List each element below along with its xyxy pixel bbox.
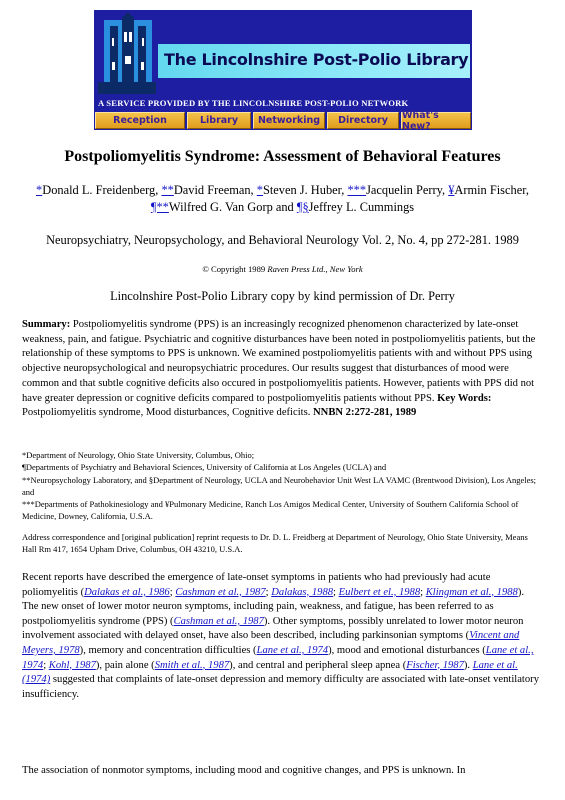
body-text: suggested that complaints of late-onset depression and memory difficulty are associated with late-onset ventilatory insufficiency.: [22, 674, 539, 700]
affiliation-line: ¶Departments of Psychiatry and Behavioral Sciences, University of California at Los Angeles (UCLA) and: [22, 462, 387, 473]
site-banner: [94, 10, 472, 130]
body-text: ). Other symptoms, possibly unrelated to lower motor neuron involvement associated with delayed onset, have also been described, including parkinsonian symptoms (: [22, 615, 524, 642]
reference-link[interactable]: Eulbert et el., 1988: [338, 586, 421, 598]
cathedral-logo-icon: [96, 12, 158, 96]
body-paragraph-2: The association of nonmotor symptoms, including mood and cognitive changes, and PPS is unknown. In: [22, 765, 466, 776]
reference-link[interactable]: Lane et al. (1974): [22, 659, 518, 686]
reference-link[interactable]: Vincent and Meyers, 1978: [22, 630, 520, 656]
nav-directory-button[interactable]: Directory: [327, 112, 399, 129]
body-text: ), and central and peripheral sleep apnea (: [229, 659, 407, 671]
nav-library-button[interactable]: Library: [187, 112, 251, 129]
nav-reception-button[interactable]: Reception: [95, 112, 185, 129]
nav-whats-new-button[interactable]: What's New?: [401, 112, 471, 129]
reference-link[interactable]: Dalakas et al., 1986: [84, 586, 170, 598]
body-text: ;: [169, 586, 176, 598]
author-name: Steven J. Huber,: [262, 183, 348, 197]
journal-citation: Neuropsychiatry, Neuropsychology, and Behavioral Neurology Vol. 2, No. 4, pp 272-281. 1989: [46, 233, 519, 247]
reference-link[interactable]: Smith et al., 1987: [154, 659, 230, 671]
nnbn-reference: NNBN 2:272-281, 1989: [313, 407, 417, 419]
body-text: ;: [420, 586, 426, 598]
reference-link[interactable]: Cashman et al., 1987: [175, 586, 266, 598]
reference-link[interactable]: Lane et al., 1974: [256, 644, 329, 656]
affiliation-line: *Department of Neurology, Ohio State University, Columbus, Ohio;: [22, 450, 255, 460]
banner-subtitle: A SERVICE PROVIDED BY THE LINCOLNSHIRE POST-POLIO NETWORK: [98, 98, 409, 108]
banner-title: The Lincolnshire Post-Polio Library: [164, 50, 469, 69]
publisher-name: Raven Press Ltd., New York: [267, 264, 363, 274]
summary-label: Summary:: [22, 319, 71, 330]
author-footnote-link[interactable]: *: [36, 183, 43, 197]
copyright-text: © Copyright 1989: [202, 264, 268, 274]
reference-link[interactable]: Klingman et al., 1988: [425, 586, 518, 598]
affiliations: [22, 449, 542, 523]
author-name: Jeffrey L. Cummings: [308, 200, 415, 214]
reference-link[interactable]: Cashman et al., 1987: [173, 615, 264, 627]
body-text: (: [80, 586, 85, 598]
correspondence-address: Address correspondence and [original publication] reprint requests to Dr. D. L. Freidberg at Department of Neurology, Ohio State University, Means Hall Rm 417, 1654 Upham Drive, Columbus, OH 43210, U.S.A.: [22, 532, 528, 555]
reference-link[interactable]: Lane et al., 1974: [22, 644, 534, 671]
author-footnote-link[interactable]: ***: [347, 183, 367, 197]
body-text: ;: [265, 586, 272, 598]
body-paragraph-1: [22, 571, 542, 702]
body-text: Recent reports have described the emergence of late-onset symptoms in patients who had previously had acute poliomyelitis: [22, 572, 491, 598]
author-name: Wilfred G. Van Gorp and: [168, 200, 297, 214]
author-footnote-link[interactable]: ¶**: [150, 200, 169, 214]
body-text: ). The new onset of lower motor neuron symptoms, including pain, weakness, and fatigue, has been referred to as postpoliomyelitis syndrome (PPS) (: [22, 586, 525, 627]
permission-note: Lincolnshire Post-Polio Library copy by kind permission of Dr. Perry: [110, 289, 455, 303]
summary-paragraph: [22, 318, 542, 421]
author-footnote-link[interactable]: **: [161, 183, 174, 197]
keywords-label: Key Words:: [437, 392, 492, 404]
affiliation-line: ***Departments of Pathokinesiology and ¥Pulmonary Medicine, Ranch Los Amigos Medical Center, University of Southern California School of Medicine, Downey, California, U.S.A.: [22, 499, 519, 522]
summary-text: Postpoliomyelitis syndrome (PPS) is an increasingly recognized phenomenon characterized by late-onset weakness, pain, and fatigue. Psychiatric and cognitive disturbances have been noted in postpoliomyelitis patients, but the relationship of these symptoms to PPS is unknown. We examined postpoliomyelitis patients with and without PPS using objective neuropsychological and neuropsychiatric procedures. Our results suggest that disturbances of mood were common and that subtle cognitive deficits also occured in postpoliomyelitis patients. However, patients with PPS did not have greater depression or cognitive deficits compared to postpoliomyelitis patients without PPS.: [22, 319, 536, 404]
body-text: ), mood and emotional disturbances (: [328, 644, 486, 656]
keywords-text: Postpoliomyelitis syndrome, Mood disturbances, Cognitive deficits.: [22, 407, 314, 419]
affiliation-line: **Neuropsychology Laboratory, and §Department of Neurology, UCLA and Neurobehavior Unit West LA VAMC (Brentwood Division), Los Angeles; and: [22, 474, 537, 497]
body-text: ), pain alone (: [95, 659, 155, 671]
author-name: Jacquelin Perry,: [366, 183, 449, 197]
author-footnote-link[interactable]: ¥: [448, 183, 455, 197]
author-footnote-link[interactable]: ¶§: [296, 200, 309, 214]
author-name: Donald L. Freidenberg,: [42, 183, 162, 197]
body-text: ).: [463, 659, 473, 671]
author-name: David Freeman,: [173, 183, 257, 197]
article-title: Postpoliomyelitis Syndrome: Assessment of Behavioral Features: [64, 148, 501, 165]
reference-link[interactable]: Fischer, 1987: [406, 659, 464, 671]
author-name: Armin Fischer,: [454, 183, 529, 197]
author-list: [25, 182, 540, 216]
reference-link[interactable]: Kohl, 1987: [48, 659, 96, 671]
body-text: ;: [43, 659, 49, 671]
reference-link[interactable]: Dalakas, 1988: [271, 586, 334, 598]
nav-bar: [94, 111, 472, 130]
banner-header: [94, 10, 472, 108]
nav-networking-button[interactable]: Networking: [253, 112, 325, 129]
body-text: ), memory and concentration difficulties (: [79, 644, 257, 656]
copyright-line: [25, 264, 540, 274]
body-text: ;: [333, 586, 339, 598]
author-footnote-link[interactable]: *: [256, 183, 263, 197]
